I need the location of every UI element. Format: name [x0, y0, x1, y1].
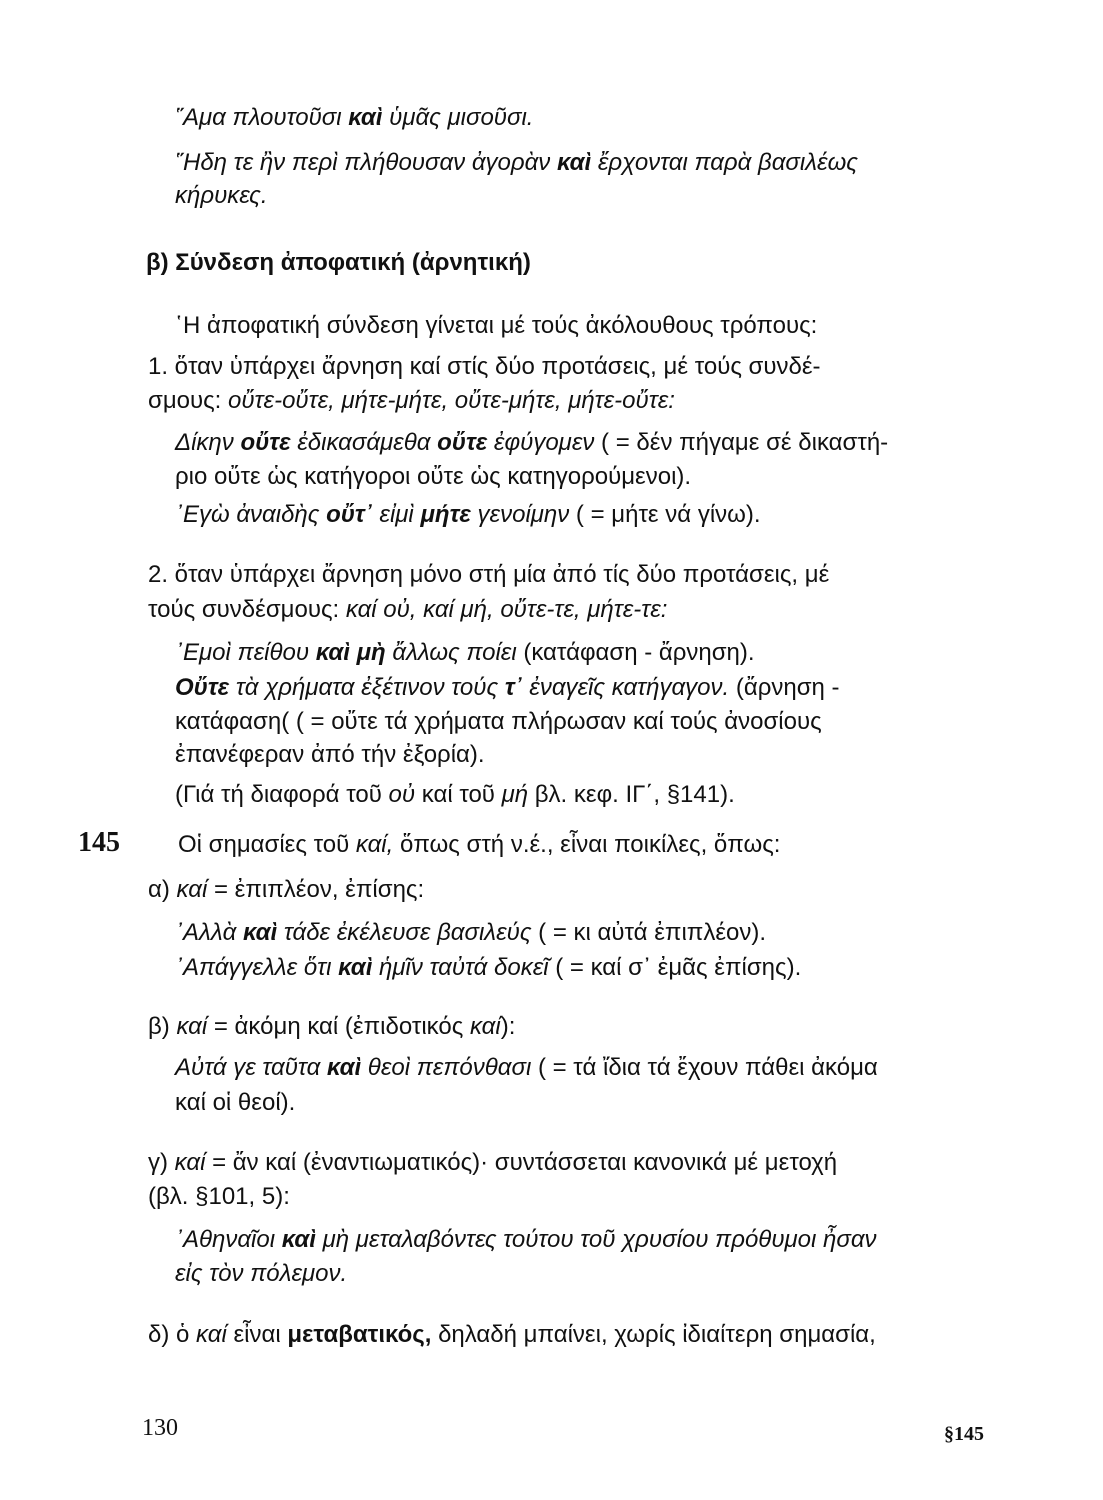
example-line: ριο οὔτε ὡς κατήγοροι οὔτε ὡς κατηγορούμενοι). [175, 463, 692, 490]
subsection-label: α) καί = ἐπιπλέον, ἐπίσης: [148, 876, 425, 903]
paragraph-line: τούς συνδέσμους: καί οὐ, καί μή, οὔτε-τε, μήτε-τε: [148, 596, 668, 623]
paragraph-line: 1. ὅταν ὑπάρχει ἄρνηση καί στίς δύο προτάσεις, μέ τούς συνδέ- [148, 353, 821, 380]
example-line: ῞Αμα πλουτοῦσι καὶ ὑμᾶς μισοῦσι. [175, 104, 534, 131]
section-heading: β) Σύνδεση ἀποφατική (ἀρνητική) [146, 249, 531, 276]
section-number: 145 [78, 827, 120, 858]
subsection-label: (βλ. §101, 5): [148, 1183, 290, 1210]
example-line: ᾿Εμοὶ πείθου καὶ μὴ ἄλλως ποίει (κατάφαση - ἄρνηση). [175, 639, 755, 666]
subsection-label: δ) ὁ καί εἶναι μεταβατικός, δηλαδή μπαίνει, χωρίς ἰδιαίτερη σημασία, [148, 1321, 876, 1348]
example-line: κήρυκες. [175, 182, 268, 209]
paragraph-line: 2. ὅταν ὑπάρχει ἄρνηση μόνο στή μία ἀπό τίς δύο προτάσεις, μέ [148, 561, 830, 588]
example-line: ῞Ηδη τε ἢν περὶ πλήθουσαν ἀγορὰν καὶ ἔρχονται παρὰ βασιλέως [175, 149, 858, 176]
paragraph-line: Οἱ σημασίες τοῦ καί, ὅπως στή ν.έ., εἶναι ποικίλες, ὅπως: [178, 831, 781, 858]
running-footer-section: §145 [944, 1423, 984, 1445]
example-line: ᾿Αλλὰ καὶ τάδε ἐκέλευσε βασιλεύς ( = κι αὐτά ἐπιπλέον). [175, 919, 767, 946]
example-line: Δίκην οὔτε ἐδικασάμεθα οὔτε ἐφύγομεν ( = δέν πήγαμε σέ δικαστή- [175, 429, 889, 456]
example-line: εἰς τὸν πόλεμον. [175, 1260, 348, 1287]
cross-reference: (Γιά τή διαφορά τοῦ οὐ καί τοῦ μή βλ. κεφ. ΙΓ΄, §141). [175, 781, 735, 808]
example-line: καί οἱ θεοί). [175, 1089, 296, 1116]
paragraph-line: σμους: οὔτε-οὔτε, μήτε-μήτε, οὔτε-μήτε, μήτε-οὔτε: [148, 387, 675, 414]
paragraph-line: ῾Η ἀποφατική σύνδεση γίνεται μέ τούς ἀκόλουθους τρόπους: [175, 312, 818, 339]
example-line: Αὐτά γε ταῦτα καὶ θεοὶ πεπόνθασι ( = τά ἴδια τά ἔχουν πάθει ἀκόμα [175, 1054, 878, 1081]
example-line: ᾿Απάγγελλε ὅτι καὶ ἡμῖν ταὐτά δοκεῖ ( = καί σ᾿ ἐμᾶς ἐπίσης). [175, 954, 802, 981]
page-number: 130 [142, 1415, 178, 1441]
example-line: Οὔτε τὰ χρήματα ἐξέτινον τούς τ᾿ ἐναγεῖς κατήγαγον. (ἄρνηση - [175, 674, 840, 701]
example-line: ᾿Εγὼ ἀναιδὴς οὔτ᾿ εἰμὶ μήτε γενοίμην ( = μήτε νά γίνω). [175, 501, 761, 528]
subsection-label: γ) καί = ἄν καί (ἐναντιωματικός)· συντάσσεται κανονικά μέ μετοχή [148, 1149, 838, 1176]
example-line: κατάφαση( ( = οὔτε τά χρήματα πλήρωσαν καί τούς ἀνοσίους [175, 708, 822, 735]
subsection-label: β) καί = ἀκόμη καί (ἐπιδοτικός καί): [148, 1013, 516, 1040]
example-line: ᾿Αθηναῖοι καὶ μὴ μεταλαβόντες τούτου τοῦ χρυσίου πρόθυμοι ἦσαν [175, 1226, 877, 1253]
example-line: ἐπανέφεραν ἀπό τήν ἐξορία). [175, 741, 485, 768]
